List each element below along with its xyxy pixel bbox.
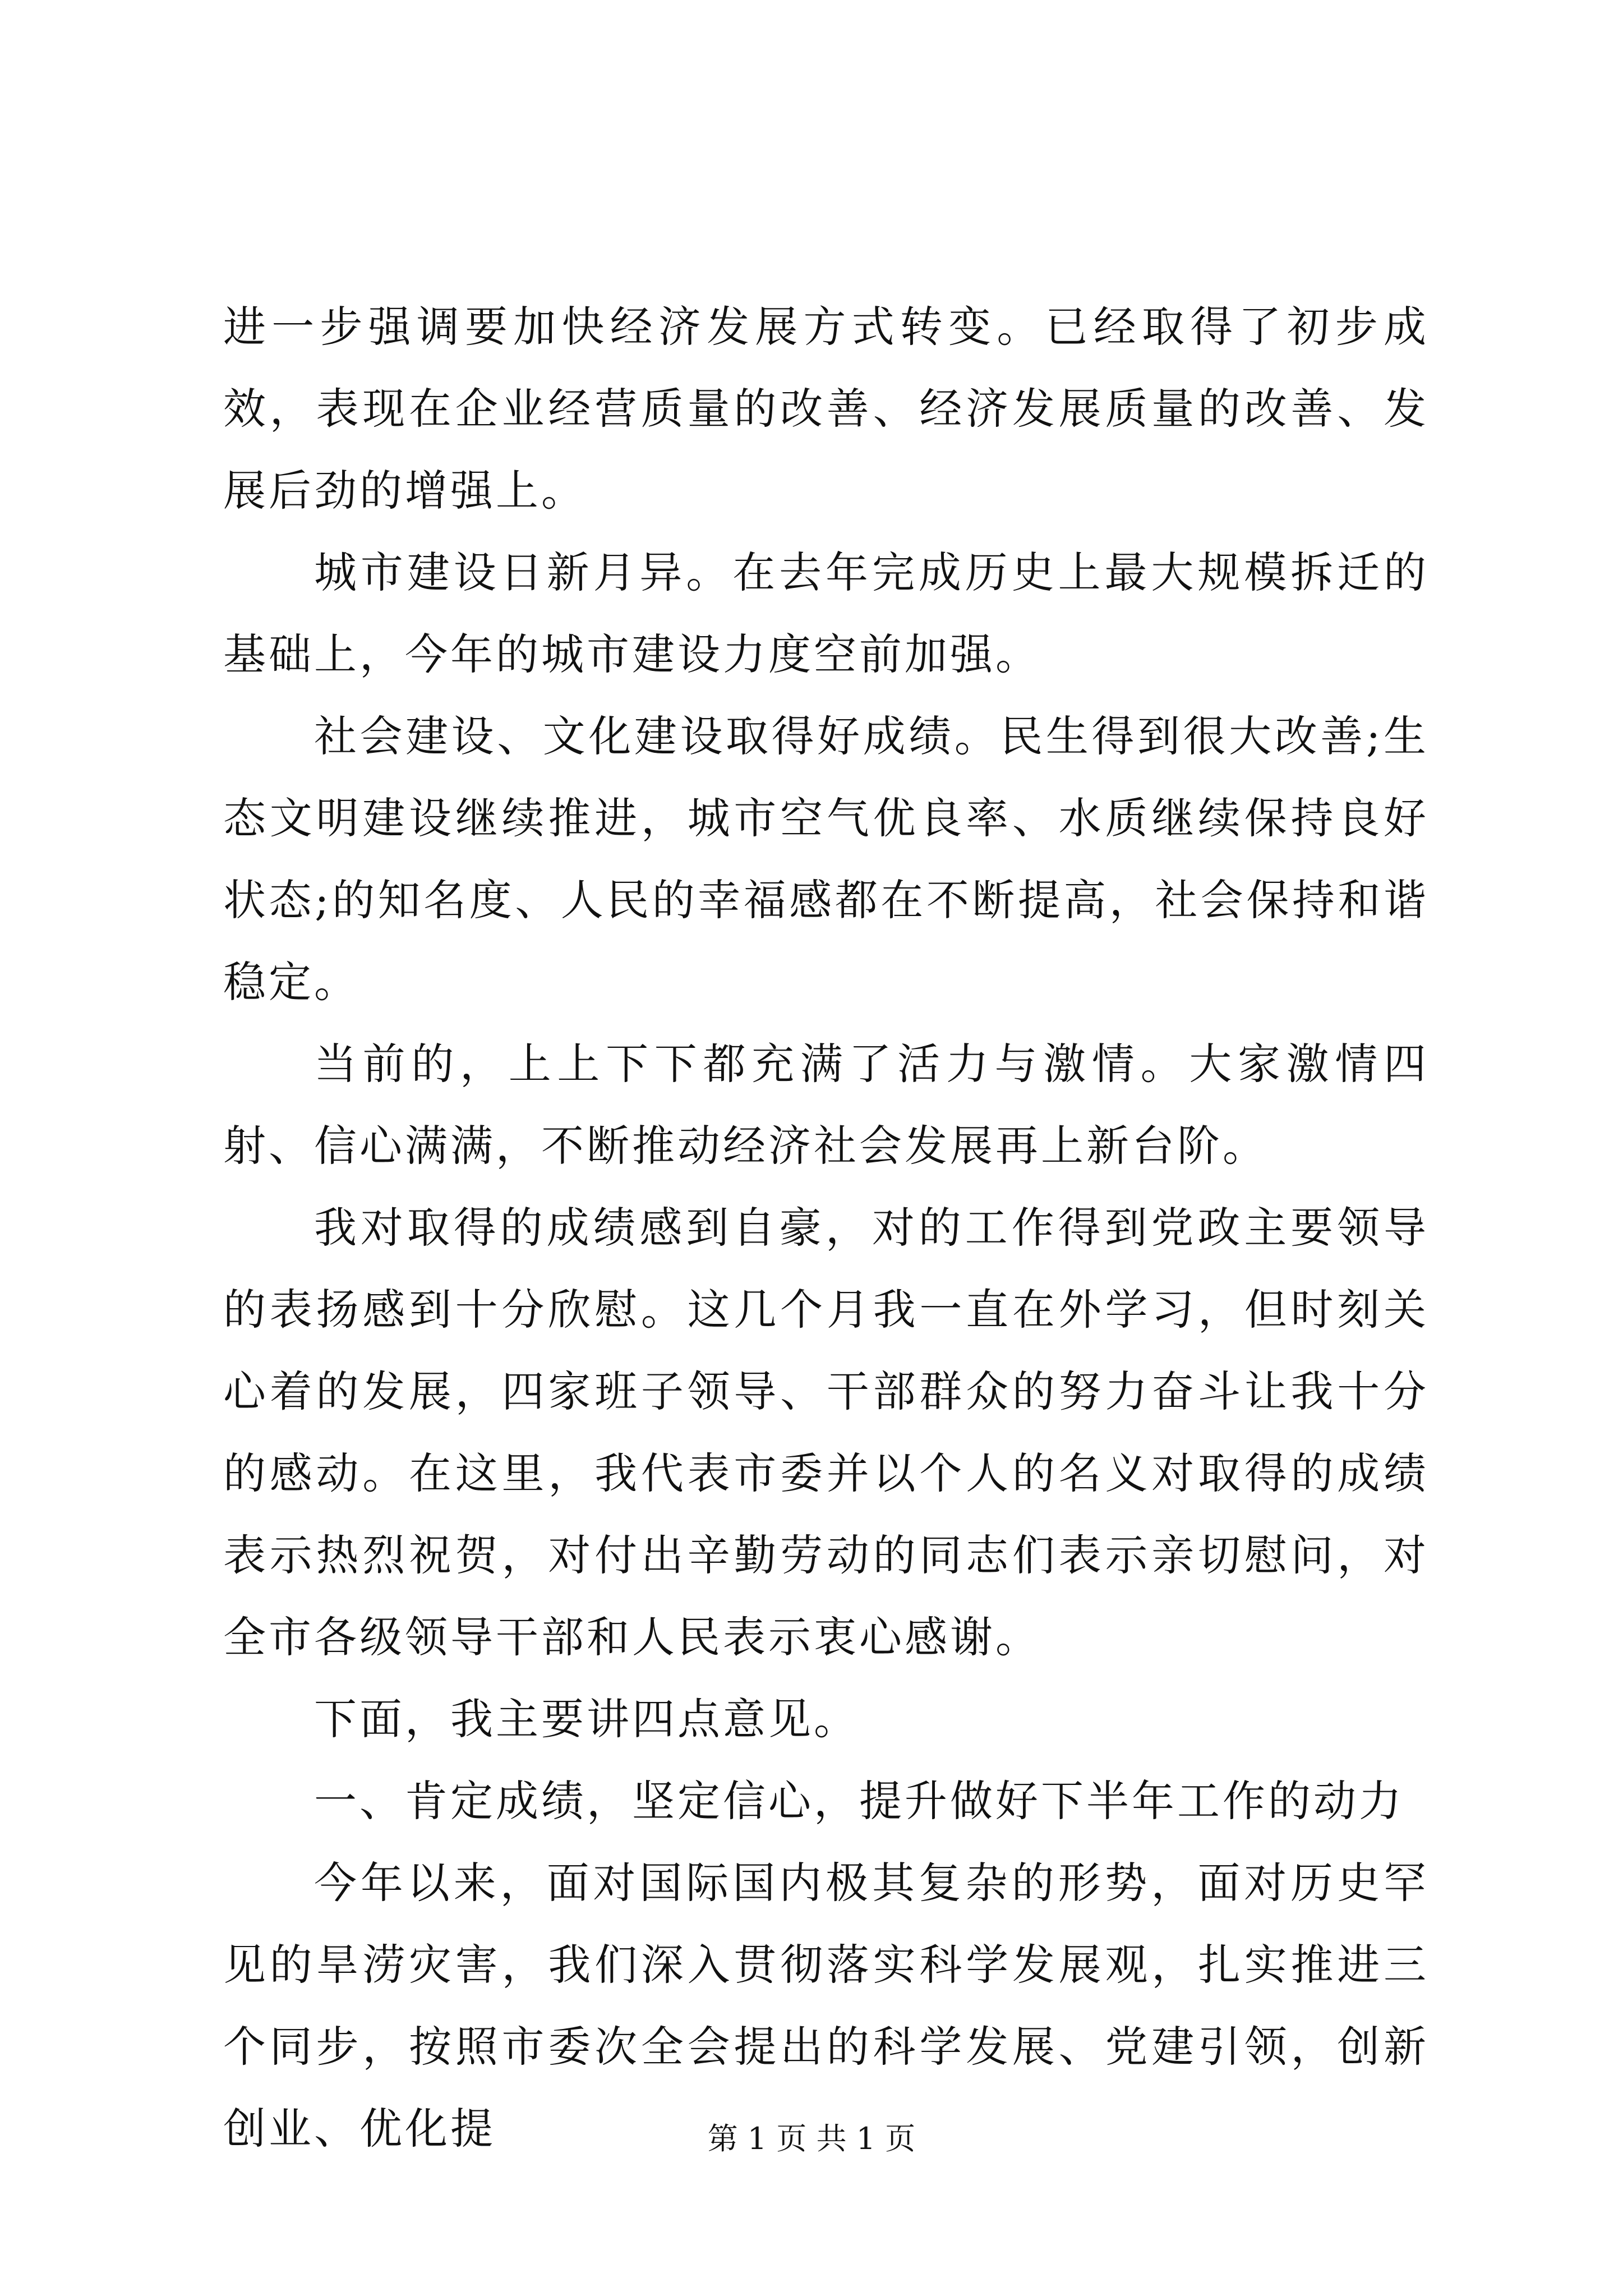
paragraph-1: 进一步强调要加快经济发展方式转变。已经取得了初步成效，表现在企业经营质量的改善、经济发展质量的改善、发展后劲的增强上。 <box>223 302 1429 516</box>
document-body <box>223 286 1429 2170</box>
paragraph-5: 我对取得的成绩感到自豪，对的工作得到党政主要领导的表扬感到十分欣慰。这几个月我一直在外学习，但时刻关心着的发展，四家班子领导、干部群众的努力奋斗让我十分的感动。在这里，我代表市委并以个人的名义对取得的成绩表示热烈祝贺，对付出辛勤劳动的同志们表示亲切慰问，对全市各级领导干部和人民表示衷心感谢。 <box>223 1203 1429 1662</box>
section-heading: 一、肯定成绩，坚定信心，提升做好下半年工作的动力 <box>314 1776 1404 1826</box>
page-number-footer: 第 1 页 共 1 页 <box>707 2121 916 2156</box>
paragraph-6: 下面，我主要讲四点意见。 <box>314 1694 859 1744</box>
paragraph-3: 社会建设、文化建设取得好成绩。民生得到很大改善;生态文明建设继续推进，城市空气优良率、水质继续保持良好状态;的知名度、人民的幸福感都在不断提高，社会保持和谐稳定。 <box>223 711 1429 1007</box>
paragraph-8: 今年以来，面对国际国内极其复杂的形势，面对历史罕见的旱涝灾害，我们深入贯彻落实科学发展观，扎实推进三个同步，按照市委次全会提出的科学发展、党建引领，创新创业、优化提 <box>223 1858 1429 2154</box>
paragraph-4: 当前的，上上下下都充满了活力与激情。大家激情四射、信心满满，不断推动经济社会发展再上新台阶。 <box>223 1039 1429 1171</box>
paragraph-2: 城市建设日新月异。在去年完成历史上最大规模拆迁的基础上，今年的城市建设力度空前加强。 <box>223 547 1429 679</box>
